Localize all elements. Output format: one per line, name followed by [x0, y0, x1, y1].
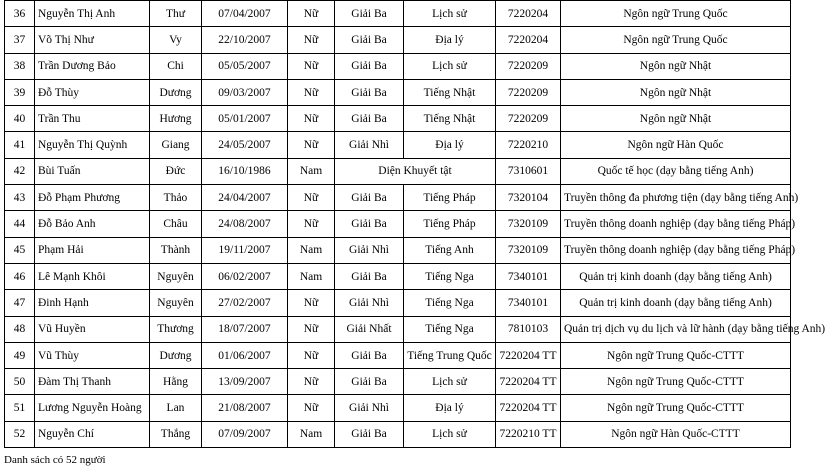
row-number-cell: 45 [5, 237, 35, 263]
birth-date-cell: 22/10/2007 [202, 27, 288, 53]
row-number-cell: 47 [5, 290, 35, 316]
row-number-cell: 43 [5, 185, 35, 211]
gender-cell: Nam [288, 263, 335, 289]
award-cell: Giải Ba [335, 106, 404, 132]
birth-date-cell: 27/02/2007 [202, 290, 288, 316]
major-code-cell: 7220204 TT [496, 369, 561, 395]
major-name-cell: Ngôn ngữ Trung Quốc [561, 27, 791, 53]
birth-date-cell: 21/08/2007 [202, 395, 288, 421]
gender-cell: Nữ [288, 290, 335, 316]
family-middle-name-cell: Lương Nguyễn Hoàng [35, 395, 150, 421]
table-row [5, 290, 791, 316]
row-number-cell: 42 [5, 158, 35, 184]
row-number-cell: 50 [5, 369, 35, 395]
birth-date-cell: 01/06/2007 [202, 342, 288, 368]
table-row [5, 53, 791, 79]
birth-date-cell: 16/10/1986 [202, 158, 288, 184]
major-code-cell: 7340101 [496, 263, 561, 289]
row-number-cell: 39 [5, 79, 35, 105]
major-code-cell: 7320104 [496, 185, 561, 211]
major-name-cell: Ngôn ngữ Hàn Quốc-CTTT [561, 421, 791, 447]
award-cell: Giải Nhì [335, 132, 404, 158]
given-name-cell: Dương [150, 342, 202, 368]
award-cell: Giải Ba [335, 263, 404, 289]
subject-cell: Tiếng Nhật [404, 79, 496, 105]
major-name-cell: Ngôn ngữ Nhật [561, 106, 791, 132]
award-cell: Giải Ba [335, 1, 404, 27]
table-row [5, 395, 791, 421]
given-name-cell: Đức [150, 158, 202, 184]
award-cell: Giải Nhì [335, 395, 404, 421]
major-name-cell: Quản trị kinh doanh (dạy bằng tiếng Anh) [561, 290, 791, 316]
row-number-cell: 36 [5, 1, 35, 27]
gender-cell: Nữ [288, 53, 335, 79]
subject-cell: Địa lý [404, 132, 496, 158]
major-code-cell: 7320109 [496, 237, 561, 263]
major-code-cell: 7220204 TT [496, 395, 561, 421]
family-middle-name-cell: Đỗ Bảo Anh [35, 211, 150, 237]
family-middle-name-cell: Nguyễn Chí [35, 421, 150, 447]
subject-cell: Tiếng Trung Quốc [404, 342, 496, 368]
family-middle-name-cell: Bùi Tuấn [35, 158, 150, 184]
major-code-cell: 7340101 [496, 290, 561, 316]
family-middle-name-cell: Nguyễn Thị Anh [35, 1, 150, 27]
family-middle-name-cell: Vũ Thùy [35, 342, 150, 368]
subject-cell: Tiếng Nga [404, 263, 496, 289]
birth-date-cell: 06/02/2007 [202, 263, 288, 289]
birth-date-cell: 24/08/2007 [202, 211, 288, 237]
birth-date-cell: 05/05/2007 [202, 53, 288, 79]
given-name-cell: Thắng [150, 421, 202, 447]
gender-cell: Nữ [288, 395, 335, 421]
family-middle-name-cell: Trần Dương Bảo [35, 53, 150, 79]
given-name-cell: Thư [150, 1, 202, 27]
family-middle-name-cell: Võ Thị Như [35, 27, 150, 53]
award-cell: Giải Ba [335, 421, 404, 447]
major-name-cell: Quản trị dịch vụ du lịch và lữ hành (dạy bằng tiếng Anh) [561, 316, 791, 342]
given-name-cell: Hằng [150, 369, 202, 395]
major-code-cell: 7310601 [496, 158, 561, 184]
major-code-cell: 7220204 TT [496, 342, 561, 368]
row-number-cell: 44 [5, 211, 35, 237]
table-row [5, 369, 791, 395]
birth-date-cell: 05/01/2007 [202, 106, 288, 132]
award-cell: Giải Ba [335, 27, 404, 53]
major-code-cell: 7220209 [496, 79, 561, 105]
row-number-cell: 37 [5, 27, 35, 53]
given-name-cell: Thảo [150, 185, 202, 211]
gender-cell: Nam [288, 237, 335, 263]
award-cell: Giải Nhất [335, 316, 404, 342]
gender-cell: Nữ [288, 342, 335, 368]
major-name-cell: Truyền thông doanh nghiệp (dạy bằng tiếng Pháp) [561, 237, 791, 263]
major-code-cell: 7220204 [496, 1, 561, 27]
row-number-cell: 41 [5, 132, 35, 158]
major-code-cell: 7220210 TT [496, 421, 561, 447]
award-cell: Giải Ba [335, 53, 404, 79]
family-middle-name-cell: Đỗ Phạm Phương [35, 185, 150, 211]
family-middle-name-cell: Lê Mạnh Khôi [35, 263, 150, 289]
given-name-cell: Lan [150, 395, 202, 421]
subject-cell: Lịch sử [404, 369, 496, 395]
gender-cell: Nữ [288, 106, 335, 132]
table-row [5, 421, 791, 447]
given-name-cell: Nguyên [150, 263, 202, 289]
major-name-cell: Ngôn ngữ Hàn Quốc [561, 132, 791, 158]
table-row [5, 211, 791, 237]
given-name-cell: Vy [150, 27, 202, 53]
table-row [5, 316, 791, 342]
family-middle-name-cell: Đàm Thị Thanh [35, 369, 150, 395]
gender-cell: Nữ [288, 132, 335, 158]
major-name-cell: Quốc tế học (dạy bằng tiếng Anh) [561, 158, 791, 184]
birth-date-cell: 09/03/2007 [202, 79, 288, 105]
row-number-cell: 51 [5, 395, 35, 421]
subject-cell: Tiếng Anh [404, 237, 496, 263]
gender-cell: Nam [288, 421, 335, 447]
row-number-cell: 46 [5, 263, 35, 289]
award-cell: Giải Nhì [335, 290, 404, 316]
major-name-cell: Ngôn ngữ Nhật [561, 53, 791, 79]
major-code-cell: 7810103 [496, 316, 561, 342]
subject-cell: Địa lý [404, 27, 496, 53]
gender-cell: Nữ [288, 27, 335, 53]
birth-date-cell: 24/04/2007 [202, 185, 288, 211]
gender-cell: Nữ [288, 79, 335, 105]
given-name-cell: Dương [150, 79, 202, 105]
given-name-cell: Châu [150, 211, 202, 237]
subject-cell: Tiếng Pháp [404, 185, 496, 211]
table-row [5, 1, 791, 27]
birth-date-cell: 07/09/2007 [202, 421, 288, 447]
birth-date-cell: 07/04/2007 [202, 1, 288, 27]
award-cell: Giải Ba [335, 342, 404, 368]
family-middle-name-cell: Trần Thu [35, 106, 150, 132]
major-name-cell: Quản trị kinh doanh (dạy bằng tiếng Anh) [561, 263, 791, 289]
table-body [5, 1, 825, 448]
subject-cell: Địa lý [404, 395, 496, 421]
row-number-cell: 40 [5, 106, 35, 132]
row-number-cell: 49 [5, 342, 35, 368]
given-name-cell: Nguyên [150, 290, 202, 316]
birth-date-cell: 18/07/2007 [202, 316, 288, 342]
row-number-cell: 48 [5, 316, 35, 342]
subject-cell: Lịch sử [404, 53, 496, 79]
table-row [5, 27, 791, 53]
family-middle-name-cell: Nguyễn Thị Quỳnh [35, 132, 150, 158]
given-name-cell: Thương [150, 316, 202, 342]
subject-cell: Tiếng Pháp [404, 211, 496, 237]
major-name-cell: Ngôn ngữ Trung Quốc [561, 1, 791, 27]
subject-cell: Tiếng Nhật [404, 106, 496, 132]
birth-date-cell: 19/11/2007 [202, 237, 288, 263]
row-number-cell: 38 [5, 53, 35, 79]
birth-date-cell: 24/05/2007 [202, 132, 288, 158]
award-cell: Giải Ba [335, 369, 404, 395]
table-row [5, 263, 791, 289]
major-code-cell: 7220209 [496, 106, 561, 132]
subject-cell: Tiếng Nga [404, 290, 496, 316]
table-row [5, 132, 791, 158]
major-code-cell: 7220209 [496, 53, 561, 79]
family-middle-name-cell: Vũ Huyền [35, 316, 150, 342]
gender-cell: Nữ [288, 185, 335, 211]
table-row [5, 342, 791, 368]
given-name-cell: Hương [150, 106, 202, 132]
student-list-table [4, 0, 825, 448]
table-row [5, 79, 791, 105]
major-name-cell: Ngôn ngữ Trung Quốc-CTTT [561, 395, 791, 421]
gender-cell: Nữ [288, 211, 335, 237]
category-cell: Diện Khuyết tật [335, 158, 496, 184]
award-cell: Giải Nhì [335, 237, 404, 263]
major-name-cell: Ngôn ngữ Trung Quốc-CTTT [561, 369, 791, 395]
footnote-text: Danh sách có 52 người [4, 454, 106, 466]
award-cell: Giải Ba [335, 185, 404, 211]
family-middle-name-cell: Đỗ Thùy [35, 79, 150, 105]
major-name-cell: Truyền thông doanh nghiệp (dạy bằng tiếng Pháp) [561, 211, 791, 237]
subject-cell: Tiếng Nga [404, 316, 496, 342]
major-name-cell: Truyền thông đa phương tiện (dạy bằng tiếng Anh) [561, 185, 791, 211]
table-row [5, 106, 791, 132]
row-number-cell: 52 [5, 421, 35, 447]
major-name-cell: Ngôn ngữ Nhật [561, 79, 791, 105]
given-name-cell: Thành [150, 237, 202, 263]
gender-cell: Nữ [288, 1, 335, 27]
subject-cell: Lịch sử [404, 1, 496, 27]
major-name-cell: Ngôn ngữ Trung Quốc-CTTT [561, 342, 791, 368]
gender-cell: Nữ [288, 316, 335, 342]
subject-cell: Lịch sử [404, 421, 496, 447]
table-row [5, 158, 791, 184]
award-cell: Giải Ba [335, 211, 404, 237]
table-row [5, 237, 791, 263]
given-name-cell: Giang [150, 132, 202, 158]
gender-cell: Nam [288, 158, 335, 184]
table-row [5, 185, 791, 211]
birth-date-cell: 13/09/2007 [202, 369, 288, 395]
major-code-cell: 7220204 [496, 27, 561, 53]
major-code-cell: 7220210 [496, 132, 561, 158]
gender-cell: Nữ [288, 369, 335, 395]
family-middle-name-cell: Phạm Hải [35, 237, 150, 263]
major-code-cell: 7320109 [496, 211, 561, 237]
given-name-cell: Chi [150, 53, 202, 79]
family-middle-name-cell: Đinh Hạnh [35, 290, 150, 316]
award-cell: Giải Ba [335, 79, 404, 105]
